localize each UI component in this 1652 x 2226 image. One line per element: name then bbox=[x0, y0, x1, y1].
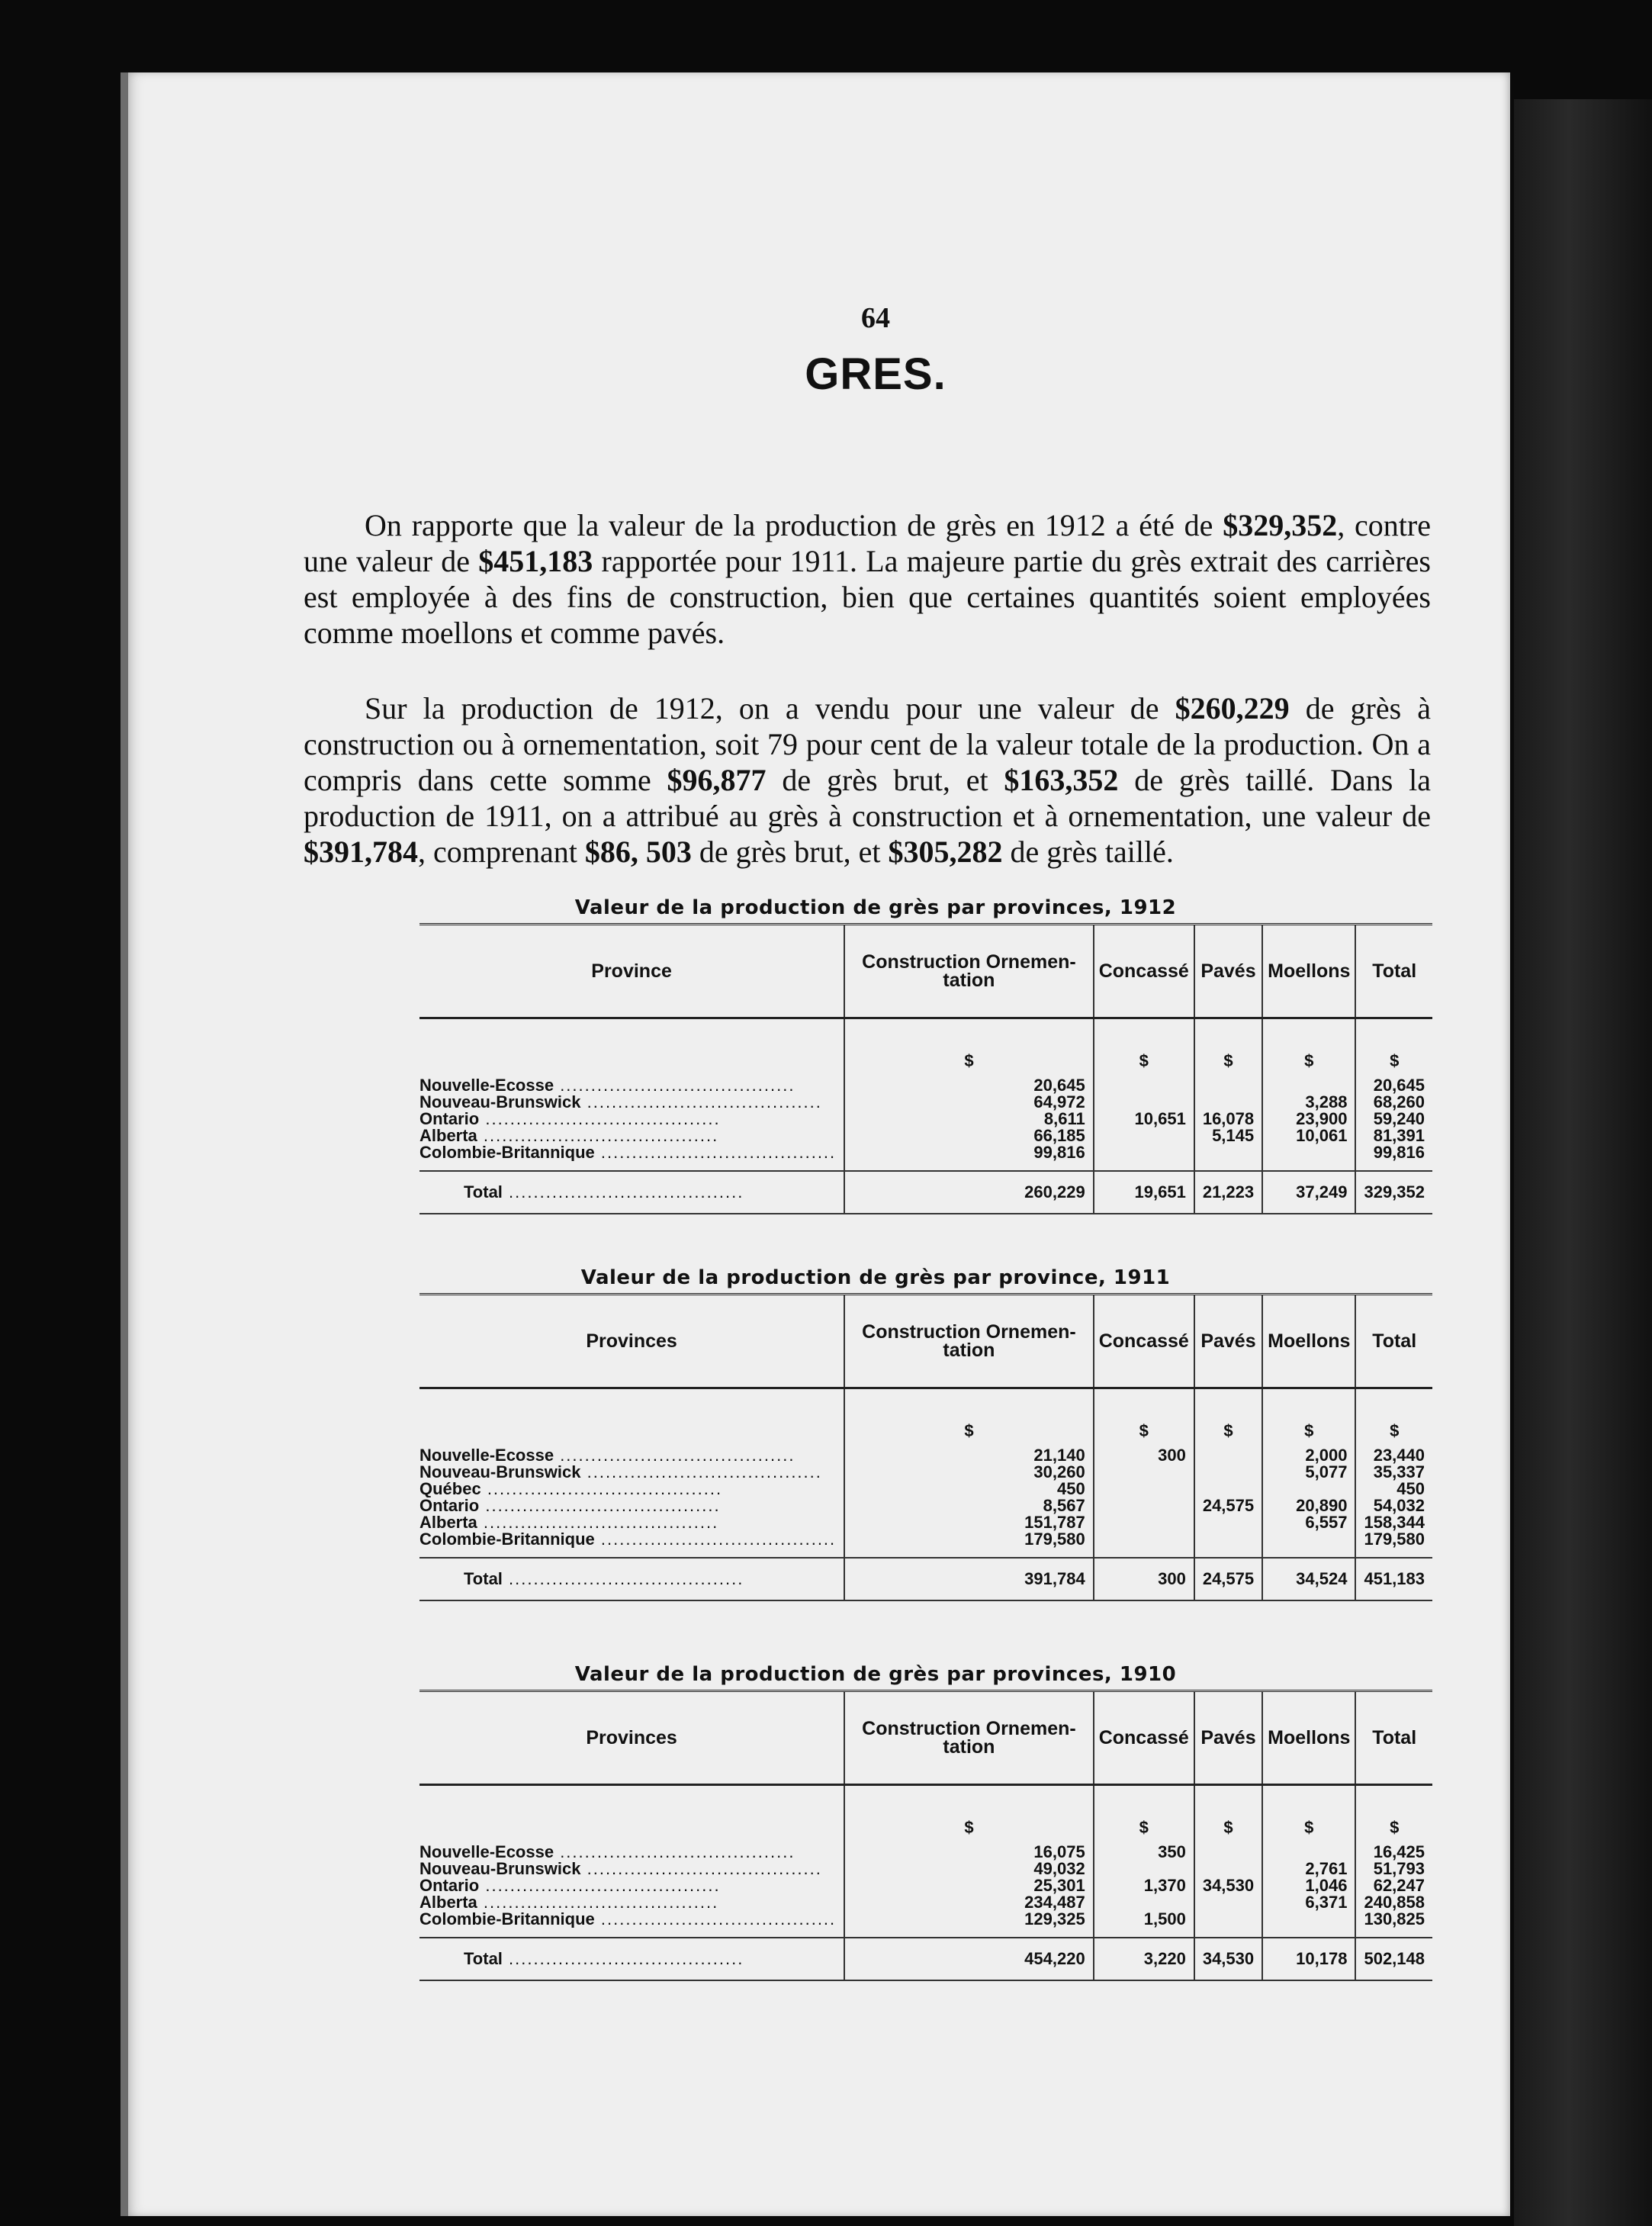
table-row bbox=[419, 1127, 1432, 1144]
province-name-cell: Colombie-Britannique ..... bbox=[419, 1531, 844, 1558]
value-cell bbox=[1194, 1844, 1262, 1861]
value-cell bbox=[1194, 1094, 1262, 1111]
column-header: Pavés bbox=[1194, 1691, 1262, 1785]
province-name-cell: Colombie-Britannique ..... bbox=[419, 1911, 844, 1938]
unit-cell: $ bbox=[1262, 1785, 1355, 1845]
unit-cell: $ bbox=[1355, 1785, 1432, 1845]
paragraph-1: On rapporte que la valeur de la production de grès en 1912 a été de $329,352, contre une valeur de $451,183 rapportée pour 1911. La majeure partie du grès extrait des carrières est employée à des fins de construction, bien que certaines quantités soient employées comme moellons et comme pavés. bbox=[304, 508, 1432, 650]
value-cell: 240,858 bbox=[1355, 1894, 1432, 1911]
value-cell: 99,816 bbox=[1355, 1144, 1432, 1171]
table-row bbox=[419, 1894, 1432, 1911]
total-label-cell: Total ..... bbox=[419, 1938, 844, 1980]
table-row bbox=[419, 1861, 1432, 1877]
province-name-cell: Ontario ..... bbox=[419, 1497, 844, 1514]
table-row bbox=[419, 1877, 1432, 1894]
table-row bbox=[419, 1531, 1432, 1558]
value-cell bbox=[1262, 1844, 1355, 1861]
province-name-cell: Ontario ..... bbox=[419, 1877, 844, 1894]
value-cell: 49,032 bbox=[844, 1861, 1094, 1877]
province-name-cell: Alberta ..... bbox=[419, 1514, 844, 1531]
total-value-cell: 451,183 bbox=[1355, 1558, 1432, 1600]
unit-cell: $ bbox=[1194, 1018, 1262, 1078]
value-cell bbox=[1194, 1481, 1262, 1497]
total-label-cell: Total ..... bbox=[419, 1171, 844, 1214]
value-cell: 20,645 bbox=[1355, 1077, 1432, 1094]
column-header: Pavés bbox=[1194, 925, 1262, 1018]
value-cell bbox=[1094, 1077, 1194, 1094]
value-cell bbox=[1194, 1447, 1262, 1464]
value-cell: 1,500 bbox=[1094, 1911, 1194, 1938]
table-row bbox=[419, 1497, 1432, 1514]
total-value-cell: 502,148 bbox=[1355, 1938, 1432, 1980]
value-cell: 54,032 bbox=[1355, 1497, 1432, 1514]
value-cell: 20,890 bbox=[1262, 1497, 1355, 1514]
document-page bbox=[121, 72, 1510, 2216]
value-cell: 24,575 bbox=[1194, 1497, 1262, 1514]
value-cell: 34,530 bbox=[1194, 1877, 1262, 1894]
total-value-cell: 300 bbox=[1094, 1558, 1194, 1600]
unit-cell: $ bbox=[844, 1388, 1094, 1448]
unit-cell bbox=[419, 1388, 844, 1448]
province-name-cell: Nouvelle-Ecosse ..... bbox=[419, 1447, 844, 1464]
table-1911 bbox=[304, 1263, 1448, 1601]
table-row bbox=[419, 1077, 1432, 1094]
value-cell: 6,371 bbox=[1262, 1894, 1355, 1911]
value-cell: 59,240 bbox=[1355, 1111, 1432, 1127]
unit-cell: $ bbox=[1094, 1388, 1194, 1448]
value-cell: 16,425 bbox=[1355, 1844, 1432, 1861]
column-header: Total bbox=[1355, 1295, 1432, 1388]
province-name-cell: Alberta ..... bbox=[419, 1127, 844, 1144]
column-header: Provinces bbox=[419, 1295, 844, 1388]
column-header: Provinces bbox=[419, 1691, 844, 1785]
value-cell: 2,761 bbox=[1262, 1861, 1355, 1877]
paragraph-2: Sur la production de 1912, on a vendu pour une valeur de $260,229 de grès à construction ou à ornementation, soit 79 pour cent de la valeur totale de la production. On a compris dans cette somme $96,877 de grès brut, et $163,352 de grès taillé. Dans la production de 1911, on a attribué au grès à construction et à ornementation, une valeur de $391,784, comprenant $86, 503 de grès brut, et $305,282 de grès taillé. bbox=[304, 691, 1432, 869]
column-header: Moellons bbox=[1262, 925, 1355, 1018]
value-cell bbox=[1194, 1894, 1262, 1911]
province-name-cell: Ontario ..... bbox=[419, 1111, 844, 1127]
total-value-cell: 391,784 bbox=[844, 1558, 1094, 1600]
total-value-cell: 3,220 bbox=[1094, 1938, 1194, 1980]
table-caption: Valeur de la production de grès par provinces, 1912 bbox=[574, 896, 1177, 919]
table-1912 bbox=[304, 893, 1448, 1214]
value-cell: 8,611 bbox=[844, 1111, 1094, 1127]
value-cell bbox=[1094, 1861, 1194, 1877]
column-header: Concassé bbox=[1094, 925, 1194, 1018]
table-row bbox=[419, 1094, 1432, 1111]
unit-cell: $ bbox=[1355, 1388, 1432, 1448]
value-cell bbox=[1194, 1077, 1262, 1094]
value-cell bbox=[1194, 1911, 1262, 1938]
total-value-cell: 10,178 bbox=[1262, 1938, 1355, 1980]
section-heading: GRES. bbox=[805, 349, 947, 399]
value-cell: 10,061 bbox=[1262, 1127, 1355, 1144]
total-value-cell: 34,530 bbox=[1194, 1938, 1262, 1980]
table-row bbox=[419, 1844, 1432, 1861]
table-row bbox=[419, 1447, 1432, 1464]
value-cell bbox=[1094, 1094, 1194, 1111]
value-cell: 350 bbox=[1094, 1844, 1194, 1861]
column-header: Pavés bbox=[1194, 1295, 1262, 1388]
value-cell bbox=[1194, 1861, 1262, 1877]
value-cell: 179,580 bbox=[844, 1531, 1094, 1558]
value-cell: 68,260 bbox=[1355, 1094, 1432, 1111]
column-header: Concassé bbox=[1094, 1295, 1194, 1388]
total-value-cell: 454,220 bbox=[844, 1938, 1094, 1980]
value-cell: 130,825 bbox=[1355, 1911, 1432, 1938]
table-row bbox=[419, 1144, 1432, 1171]
column-header: Total bbox=[1355, 925, 1432, 1018]
province-name-cell: Nouvelle-Ecosse ..... bbox=[419, 1077, 844, 1094]
province-name-cell: Nouveau-Brunswick ..... bbox=[419, 1464, 844, 1481]
value-cell bbox=[1094, 1481, 1194, 1497]
total-row bbox=[419, 1938, 1432, 1980]
value-cell: 234,487 bbox=[844, 1894, 1094, 1911]
value-cell bbox=[1094, 1127, 1194, 1144]
unit-cell bbox=[419, 1785, 844, 1845]
value-cell: 2,000 bbox=[1262, 1447, 1355, 1464]
value-cell bbox=[1094, 1464, 1194, 1481]
value-cell bbox=[1262, 1144, 1355, 1171]
unit-cell bbox=[419, 1018, 844, 1078]
column-header: Construction Ornemen- tation bbox=[844, 1295, 1094, 1388]
page-number: 64 bbox=[861, 302, 890, 334]
table-caption: Valeur de la production de grès par province, 1911 bbox=[580, 1266, 1171, 1289]
total-row bbox=[419, 1171, 1432, 1214]
book-binding bbox=[1514, 99, 1652, 2226]
page-shadow-edge bbox=[121, 72, 128, 2216]
value-cell: 30,260 bbox=[844, 1464, 1094, 1481]
value-cell bbox=[1262, 1481, 1355, 1497]
value-cell: 129,325 bbox=[844, 1911, 1094, 1938]
value-cell: 20,645 bbox=[844, 1077, 1094, 1094]
value-cell: 179,580 bbox=[1355, 1531, 1432, 1558]
table-caption: Valeur de la production de grès par provinces, 1910 bbox=[574, 1663, 1177, 1686]
column-header: Moellons bbox=[1262, 1691, 1355, 1785]
total-value-cell: 34,524 bbox=[1262, 1558, 1355, 1600]
value-cell bbox=[1194, 1514, 1262, 1531]
province-name-cell: Colombie-Britannique ..... bbox=[419, 1144, 844, 1171]
province-name-cell: Nouveau-Brunswick ..... bbox=[419, 1861, 844, 1877]
value-cell: 10,651 bbox=[1094, 1111, 1194, 1127]
value-cell: 1,370 bbox=[1094, 1877, 1194, 1894]
total-value-cell: 24,575 bbox=[1194, 1558, 1262, 1600]
value-cell: 35,337 bbox=[1355, 1464, 1432, 1481]
column-header: Construction Ornemen- tation bbox=[844, 1691, 1094, 1785]
province-name-cell: Nouvelle-Ecosse ..... bbox=[419, 1844, 844, 1861]
value-cell: 64,972 bbox=[844, 1094, 1094, 1111]
value-cell bbox=[1262, 1531, 1355, 1558]
value-cell: 21,140 bbox=[844, 1447, 1094, 1464]
production-table bbox=[419, 1293, 1432, 1601]
unit-cell: $ bbox=[1262, 1018, 1355, 1078]
value-cell bbox=[1094, 1144, 1194, 1171]
total-value-cell: 37,249 bbox=[1262, 1171, 1355, 1214]
unit-cell: $ bbox=[1194, 1388, 1262, 1448]
value-cell bbox=[1094, 1531, 1194, 1558]
production-table bbox=[419, 1690, 1432, 1981]
value-cell: 25,301 bbox=[844, 1877, 1094, 1894]
value-cell: 5,077 bbox=[1262, 1464, 1355, 1481]
province-name-cell: Alberta ..... bbox=[419, 1894, 844, 1911]
province-name-cell: Nouveau-Brunswick ..... bbox=[419, 1094, 844, 1111]
value-cell: 66,185 bbox=[844, 1127, 1094, 1144]
table-row bbox=[419, 1481, 1432, 1497]
value-cell: 5,145 bbox=[1194, 1127, 1262, 1144]
unit-cell: $ bbox=[1355, 1018, 1432, 1078]
column-header: Moellons bbox=[1262, 1295, 1355, 1388]
total-value-cell: 329,352 bbox=[1355, 1171, 1432, 1214]
value-cell: 8,567 bbox=[844, 1497, 1094, 1514]
value-cell: 16,078 bbox=[1194, 1111, 1262, 1127]
value-cell bbox=[1094, 1894, 1194, 1911]
value-cell: 16,075 bbox=[844, 1844, 1094, 1861]
unit-cell: $ bbox=[844, 1785, 1094, 1845]
value-cell: 81,391 bbox=[1355, 1127, 1432, 1144]
column-header: Total bbox=[1355, 1691, 1432, 1785]
column-header: Concassé bbox=[1094, 1691, 1194, 1785]
value-cell: 158,344 bbox=[1355, 1514, 1432, 1531]
value-cell bbox=[1194, 1464, 1262, 1481]
total-label-cell: Total ..... bbox=[419, 1558, 844, 1600]
table-row bbox=[419, 1514, 1432, 1531]
value-cell bbox=[1094, 1497, 1194, 1514]
value-cell: 151,787 bbox=[844, 1514, 1094, 1531]
value-cell: 3,288 bbox=[1262, 1094, 1355, 1111]
production-table bbox=[419, 923, 1432, 1214]
value-cell: 62,247 bbox=[1355, 1877, 1432, 1894]
value-cell bbox=[1262, 1911, 1355, 1938]
unit-cell: $ bbox=[1094, 1018, 1194, 1078]
column-header: Province bbox=[419, 925, 844, 1018]
value-cell: 23,440 bbox=[1355, 1447, 1432, 1464]
value-cell: 23,900 bbox=[1262, 1111, 1355, 1127]
column-header: Construction Ornemen- tation bbox=[844, 925, 1094, 1018]
value-cell bbox=[1262, 1077, 1355, 1094]
value-cell: 450 bbox=[844, 1481, 1094, 1497]
unit-cell: $ bbox=[844, 1018, 1094, 1078]
table-row bbox=[419, 1911, 1432, 1938]
total-value-cell: 21,223 bbox=[1194, 1171, 1262, 1214]
total-row bbox=[419, 1558, 1432, 1600]
value-cell: 51,793 bbox=[1355, 1861, 1432, 1877]
value-cell bbox=[1194, 1531, 1262, 1558]
unit-cell: $ bbox=[1194, 1785, 1262, 1845]
total-value-cell: 260,229 bbox=[844, 1171, 1094, 1214]
table-row bbox=[419, 1111, 1432, 1127]
unit-cell: $ bbox=[1262, 1388, 1355, 1448]
province-name-cell: Québec ..... bbox=[419, 1481, 844, 1497]
value-cell: 300 bbox=[1094, 1447, 1194, 1464]
value-cell bbox=[1094, 1514, 1194, 1531]
value-cell bbox=[1194, 1144, 1262, 1171]
table-1910 bbox=[304, 1659, 1448, 1981]
value-cell: 1,046 bbox=[1262, 1877, 1355, 1894]
table-row bbox=[419, 1464, 1432, 1481]
value-cell: 99,816 bbox=[844, 1144, 1094, 1171]
value-cell: 6,557 bbox=[1262, 1514, 1355, 1531]
total-value-cell: 19,651 bbox=[1094, 1171, 1194, 1214]
value-cell: 450 bbox=[1355, 1481, 1432, 1497]
unit-cell: $ bbox=[1094, 1785, 1194, 1845]
